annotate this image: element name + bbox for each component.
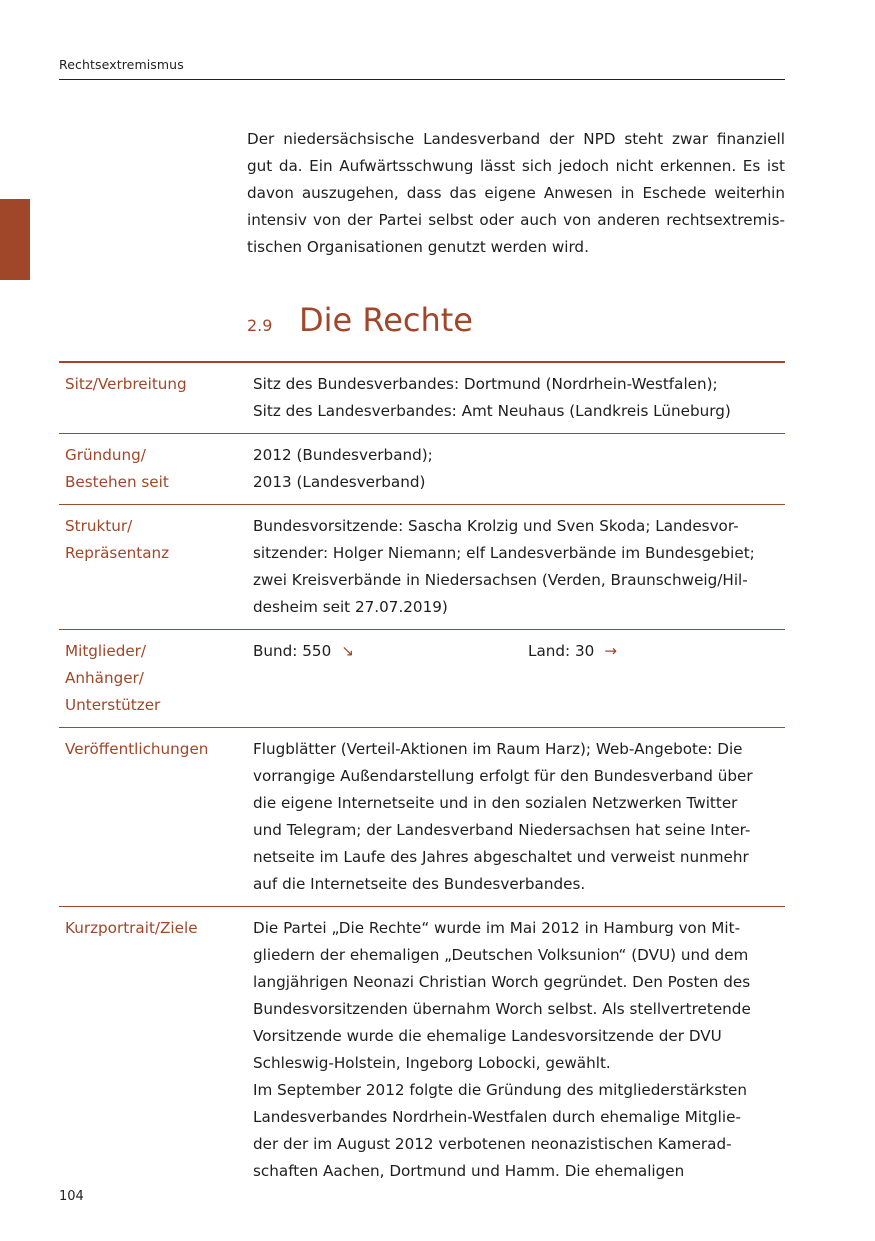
fact-value-line: auf die Internetseite des Bundesverbandes. [253, 875, 586, 893]
fact-row-mitglieder [59, 630, 785, 728]
fact-label-line: Unterstützer [65, 696, 161, 714]
intro-paragraph [247, 126, 785, 261]
fact-value [253, 638, 791, 719]
fact-value-line: Schleswig-Holstein, Ingeborg Lobocki, gewählt. [253, 1054, 611, 1072]
fact-value-line: netseite im Laufe des Jahres abgeschaltet und verweist nunmehr [253, 848, 749, 866]
fact-value-line: der der im August 2012 verbotenen neonazistischen Kamerad- [253, 1135, 732, 1153]
fact-row-struktur [59, 505, 785, 630]
header-divider [59, 79, 785, 80]
spacer-line [253, 665, 791, 692]
fact-label-line: Repräsentanz [65, 544, 170, 562]
fact-value-line: die eigene Internetseite und in den sozialen Netzwerken Twitter [253, 794, 738, 812]
fact-value-line: desheim seit 27.07.2019) [253, 598, 448, 616]
fact-label [59, 638, 253, 719]
fact-value-line: schaften Aachen, Dortmund und Hamm. Die ehemaligen [253, 1162, 685, 1180]
fact-label-line: Gründung/ [65, 446, 146, 464]
fact-label [59, 371, 253, 425]
fact-value-line: Landesverbandes Nordrhein-Westfalen durch ehemalige Mitglie- [253, 1108, 741, 1126]
fact-value-line: vorrangige Außendarstellung erfolgt für den Bundesverband über [253, 767, 753, 785]
fact-value-line: 2012 (Bundesverband); [253, 446, 433, 464]
fact-value-line: zwei Kreisverbände in Niedersachsen (Verden, Braunschweig/Hil- [253, 571, 748, 589]
fact-value [253, 442, 791, 496]
fact-row-veroeffentlichungen [59, 728, 785, 907]
fact-value-line: Die Partei „Die Rechte“ wurde im Mai 2012 in Hamburg von Mit- [253, 919, 741, 937]
fact-value [253, 371, 791, 425]
fact-label [59, 736, 253, 898]
fact-value-line: Sitz des Landesverbandes: Amt Neuhaus (Landkreis Lüneburg) [253, 402, 731, 420]
fact-value-line: Vorsitzende wurde die ehemalige Landesvorsitzende der DVU [253, 1027, 722, 1045]
fact-value-line: Bundesvorsitzenden übernahm Worch selbst. Als stellvertretende [253, 1000, 751, 1018]
running-head: Rechtsextremismus [59, 57, 184, 72]
fact-label-line: Mitglieder/ [65, 642, 147, 660]
trend-down-icon: ↘ [341, 642, 354, 660]
page-number: 104 [59, 1189, 84, 1204]
bund-count-group [253, 638, 528, 665]
fact-value [253, 915, 791, 1185]
bund-count: Bund: 550 [253, 642, 332, 660]
intro-line: tischen Organisationen genutzt werden wird. [247, 238, 589, 256]
fact-label [59, 442, 253, 496]
fact-value-line: Im September 2012 folgte die Gründung des mitgliederstärksten [253, 1081, 748, 1099]
fact-value [253, 513, 791, 621]
fact-label [59, 915, 253, 1185]
intro-line: davon auszugehen, dass das eigene Anwesen in Eschede weiterhin [247, 184, 785, 202]
fact-row-kurzportrait [59, 907, 785, 1193]
intro-line: intensiv von der Partei selbst oder auch von anderen rechtsextremis- [247, 211, 785, 229]
fact-label [59, 513, 253, 621]
fact-value-line: langjährigen Neonazi Christian Worch gegründet. Den Posten des [253, 973, 751, 991]
fact-value-line: sitzender: Holger Niemann; elf Landesverbände im Bundesgebiet; [253, 544, 755, 562]
fact-table [59, 361, 785, 1193]
fact-row-gruendung [59, 434, 785, 505]
fact-label-line: Struktur/ [65, 517, 133, 535]
trend-steady-icon: → [604, 642, 618, 660]
fact-label-line: Kurzportrait/Ziele [65, 919, 198, 937]
land-count: Land: 30 [528, 642, 595, 660]
fact-label-line: Bestehen seit [65, 473, 169, 491]
section-title: Die Rechte [299, 301, 473, 339]
fact-value-line: Bundesvorsitzende: Sascha Krolzig und Sven Skoda; Landesvor- [253, 517, 739, 535]
intro-line: gut da. Ein Aufwärtsschwung lässt sich jedoch nicht erkennen. Es ist [247, 157, 785, 175]
fact-label-line: Sitz/Verbreitung [65, 375, 187, 393]
section-number: 2.9 [247, 316, 273, 335]
spacer-line [253, 692, 791, 719]
fact-value [253, 736, 791, 898]
fact-label-line: Veröffentlichungen [65, 740, 209, 758]
fact-value-line: und Telegram; der Landesverband Niedersachsen hat seine Inter- [253, 821, 751, 839]
fact-value-line: Sitz des Bundesverbandes: Dortmund (Nordrhein-Westfalen); [253, 375, 718, 393]
fact-value-line: gliedern der ehemaligen „Deutschen Volksunion“ (DVU) und dem [253, 946, 749, 964]
fact-value-line: 2013 (Landesverband) [253, 473, 426, 491]
fact-label-line: Anhänger/ [65, 669, 144, 687]
land-count-group [528, 638, 617, 665]
fact-value-line: Flugblätter (Verteil-Aktionen im Raum Harz); Web-Angebote: Die [253, 740, 743, 758]
member-counts [253, 638, 791, 665]
intro-line: Der niedersächsische Landesverband der NPD steht zwar finanziell [247, 130, 785, 148]
chapter-tab-marker [0, 199, 30, 280]
fact-row-sitz [59, 363, 785, 434]
